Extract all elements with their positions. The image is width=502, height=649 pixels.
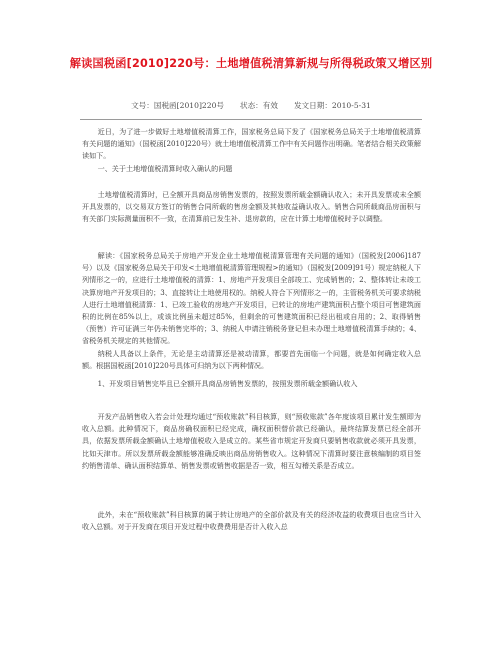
paragraph-interpretation: 解读：《国家税务总局关于房地产开发企业土地增值税清算管理有关问题的通知》（国税发[2006]187号）以及《国家税务总局关于印发<土地增值税清算管理规程>的通知》（国税发[2009]91号）规定纳税人下列情形之一的，应进行土地增值税的清算：1、房地产开发项目全部竣工、完成销售的；2、整体转让未竣工决算房地产开发项目的；3、直接转让土地使用权的。纳税人符合下列情形之一的，主管税务机关可要求纳税人进行土地增值税清算：1、已竣工验收的房地产开发项目，已转让的房地产建筑面积占整个项目可售建筑面积的比例在85%以上，或该比例虽未超过85%，但剩余的可售建筑面积已经出租或自用的；2、取得销售（预售）许可证满三年仍未销售完毕的；3、纳税人申请注销税务登记但未办理土地增值税清算手续的；4、省税务机关规定的其他情况。: [82, 251, 421, 346]
issue-date: 发文日期：2010-5-31: [293, 101, 371, 110]
doc-status: 状态：有效: [240, 101, 278, 110]
subheading-case-1: 1、开发项目销售完毕且已全额开具商品房销售发票的，按照发票所载金额确认收入: [97, 379, 358, 388]
paragraph-conditions: 纳税人具备以上条件，无论是主动清算还是被动清算，都要首先面临一个问题，就是如何确定收入总额。根据国税函[2010]220号具体可归纳为以下两种情况。: [82, 349, 421, 371]
doc-number: 文号：国税函[2010]220号: [131, 101, 224, 110]
paragraph-intro: 近日，为了进一步做好土地增值税清算工作，国家税务总局下发了《国家税务总局关于土地增值税清算有关问题的通知》（国税函[2010]220号）就土地增值税清算工作中有关问题作出明确。笔者结合相关政策解读如下。: [82, 127, 421, 161]
document-title: 解读国税函[2010]220号：土地增值税清算新规与所得税政策又增区别: [69, 57, 433, 70]
paragraph-case-1-detail: 开发产品销售收入若会计处理均通过“预收账款”科目核算，则“预收账款”各年度该项目累计发生额即为收入总额。此种情况下，商品房确权面积已经完成，确权面积替价款已经确认，最终结算发票已经全部开具，依据发票所载金额确认土地增值税收入是成立的。某些省市规定开发商只要销售收款就必须开具发票，比如天津市。所以发票所载金额能够准确反映出商品房销售收入。这种情况下清算时要注意核编制的项目签约销售清单、确认面积结算单、销售发票或销售收据是否一致，相互勾稽关系是否成立。: [82, 412, 421, 470]
section-heading-1: 一、关于土地增值税清算时收入确认的问题: [97, 164, 233, 173]
paragraph-other-income: 此外，未在“预收账款”科目核算的属于转让房地产的全部价款及有关的经济收益的收费项目也应当计入收入总额。对于开发商在项目开发过程中收费费用是否计入收入总: [82, 510, 421, 532]
paragraph-policy: 土地增值税清算时，已全额开具商品房销售发票的，按照发票所载金额确认收入；未开具发票或未全额开具发票的，以交易双方签订的销售合同所载的售房金额及其他收益确认收入。销售合同所载商品房面积与有关部门实际测量面积不一致，在清算前已发生补、退房款的，应在计算土地增值税时予以调整。: [82, 190, 421, 224]
document-meta: [60, 100, 442, 111]
title-divider: [80, 119, 422, 120]
